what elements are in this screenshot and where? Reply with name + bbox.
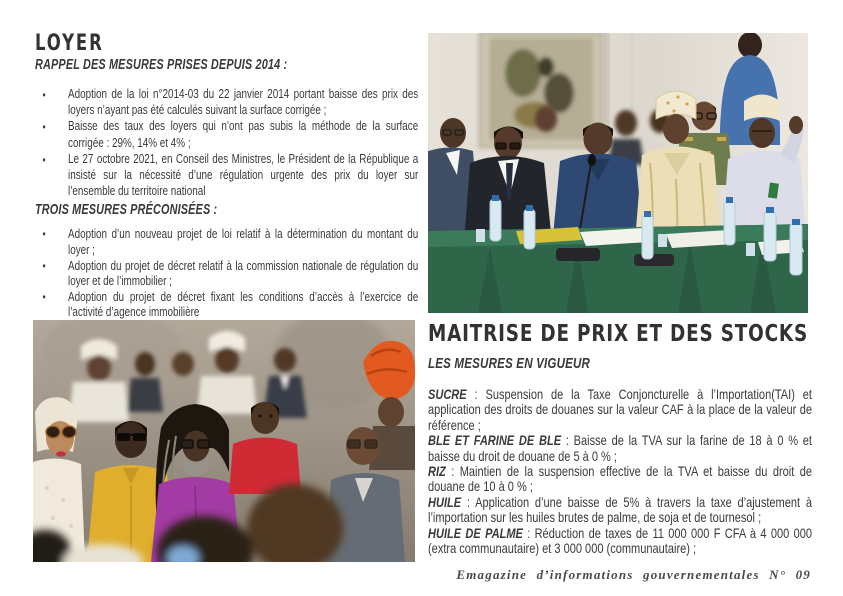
list-item xyxy=(35,86,418,118)
list-item-text: Baisse des taux des loyers qui n’ont pas subis la méthode de la surface corrigée : 29%, 14% et 4% ; xyxy=(68,118,419,150)
measure-label: SUCRE xyxy=(428,387,467,402)
audience-photo-graphic xyxy=(33,320,415,562)
list-item-text: Adoption d’un nouveau projet de loi relatif à la détermination du montant du loyer ; xyxy=(68,226,419,258)
measure-huile xyxy=(428,495,812,526)
list-item xyxy=(35,226,418,257)
page-title-loyer: LOYER xyxy=(35,31,104,56)
measure-label: RIZ xyxy=(428,464,446,480)
measures-2014-list xyxy=(35,86,418,199)
list-item xyxy=(35,118,418,150)
list-item-text: Le 27 octobre 2021, en Conseil des Ministres, le Président de la République a insisté sur la nécessité d’une régulation urgente des prix du loyer sur l’ensemble du territoire national xyxy=(68,150,419,199)
footer xyxy=(381,567,811,583)
measure-riz xyxy=(428,464,812,495)
measure-huile-palme xyxy=(428,526,812,557)
list-item xyxy=(35,151,418,200)
list-item-text: Adoption du projet de décret relatif à la commission nationale de régulation du loyer et de l’immobilier ; xyxy=(68,257,419,289)
mesures-vigueur-subtitle: LES MESURES EN VIGUEUR xyxy=(428,356,591,372)
measure-label: HUILE xyxy=(428,494,462,510)
audience-photo xyxy=(33,320,415,562)
mesures-preconisees-list xyxy=(35,226,418,320)
conference-photo xyxy=(428,33,808,313)
measure-text: : Réduction de taxes de 11 000 000 F CFA à 4 000 000 (extra communautaire) et 3 000 000 (communautaire) ; xyxy=(428,525,812,557)
list-item xyxy=(35,258,418,289)
measure-sucre xyxy=(428,387,812,433)
conference-photo-graphic xyxy=(428,33,808,313)
trois-mesures-subtitle: TROIS MESURES PRÉCONISÉES : xyxy=(35,202,218,219)
loyer-subtitle: RAPPEL DES MESURES PRISES DEPUIS 2014 : xyxy=(35,57,288,73)
list-item-text: Adoption de la loi n°2014-03 du 22 janvier 2014 portant baisse des prix des loyers n’ayant pas été calculés suivant la surface corrigée ; xyxy=(68,86,419,118)
measure-text: : Suspension de la Taxe Conjoncturelle à l’Importation(TAI) et application des droits de douanes sur la valeur CAF à la place de la valeur de référence ; xyxy=(428,387,812,433)
measure-ble xyxy=(428,433,812,464)
measure-text: : Baisse de la TVA sur la farine de 18 à 0 % et baisse du droit de douane de 5 à 0 % ; xyxy=(428,433,812,464)
list-item-text: Adoption du projet de décret fixant les conditions d’accès à l’exercice de l’activité d’agence immobilière xyxy=(68,288,419,320)
measure-label: BLE ET FARINE DE BLE xyxy=(428,433,562,449)
prix-stocks-section xyxy=(428,322,812,556)
page-title-maitrise: MAITRISE DE PRIX ET DES STOCKS xyxy=(428,321,809,347)
list-item xyxy=(35,289,418,320)
measure-label: HUILE DE PALME xyxy=(428,525,523,541)
loyer-section xyxy=(35,33,418,320)
measure-text: : Maintien de la suspension effective de la TVA et baisse du droit de douane de 10 à 0 % ; xyxy=(428,464,812,495)
footer-text: Emagazine d’informations gouvernementales N° 09 xyxy=(456,567,811,582)
measures-paragraphs xyxy=(428,387,812,556)
measure-text: : Application d’une baisse de 5% à travers la taxe d’ajustement à l’importation sur les huiles brutes de palme, de soja et de tournesol ; xyxy=(428,494,812,526)
